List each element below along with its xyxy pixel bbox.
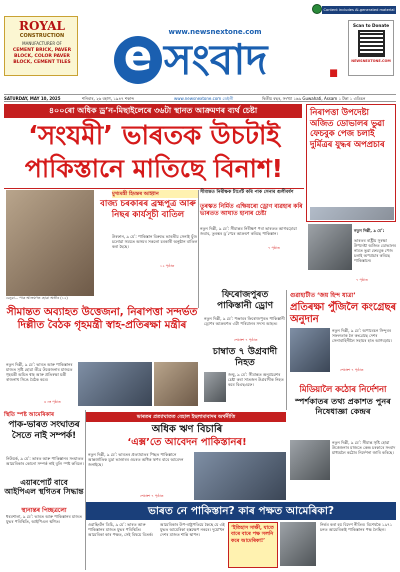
seal-icon (312, 4, 322, 14)
imf-more[interactable]: শেষাংশ ৭ পৃষ্ঠাত (140, 494, 164, 498)
dateline-place: দ্বিতীয় বছৰ, সংখ্যা ১৬৯ Guwahati, Assam ১ টকা ১ এডিচন (262, 96, 366, 101)
ai-disclaimer: Content includes AI-generated material (323, 8, 395, 12)
security-photo-2 (154, 362, 198, 406)
congress-kicker: গুৱাহাটীত ‘জয় হিন্দ যাত্ৰা’ (290, 292, 356, 299)
airport-headline[interactable]: এয়াৰপোৰ্ট বাবে আইপিএল স্থগিতৰ সিদ্ধান্ত (4, 478, 84, 497)
ad-sub: CONSTRUCTION (19, 33, 65, 39)
firozpur-body: নতুন দিল্লী, ৯ মে’: পঞ্জাবৰ ফিৰোজপুৰত পাকিস্তানী ড্ৰোণৰ আক্ৰমণত এটা পৰিয়ালৰ সদস্য আহত। (204, 316, 285, 326)
col3-photo (308, 224, 352, 270)
firozpur-more[interactable]: শেষাংশ ৭ পৃষ্ঠাত (234, 338, 258, 342)
ad-line1: MANUFACTURER OF (22, 41, 62, 46)
donate-label: Scan to Donate (352, 23, 390, 28)
photo-mourning (6, 190, 94, 296)
qr-code-icon[interactable] (358, 30, 385, 57)
lead-headline-line1[interactable]: ‘সংযমী’ ভাৰতক উচটাই (28, 121, 280, 151)
column-rule (198, 190, 199, 308)
bottom-col4: নিৰ্ভৰ কৰা হয় বিদেশ নীতিৰ। বিশেষকৈ ১৯৭১ চনত আমেৰিকাই পাকিস্তানৰ পক্ষ লৈছিল। (320, 522, 393, 532)
col2-head2[interactable]: তুৰস্কত নিৰ্মিত এক্ষিয়ৰো ড্ৰোণ ব্যৱহাৰ কৰি ভাৰতত আঘাত হানাৰ চেষ্টা (200, 203, 303, 218)
airport-subhead: স্থানান্তৰ পিচ্ছত্ৰলো (21, 507, 67, 514)
column-rule (286, 290, 287, 410)
ad-line2: CEMENT BRICK, PAVER BLOCK, COLOR PAVER BLOCK, CEMENT TILES (12, 48, 72, 65)
dateline-bar (4, 94, 396, 102)
airport-body: ধৰমশালা, ৯ মে’: ভাৰত আৰু পাকিস্তানৰ মাজত যুদ্ধৰ পৰিস্থিতি, আইপিএল স্থগিত। (6, 514, 82, 524)
website-url[interactable]: www.newsnextone.com (168, 28, 262, 36)
divider (4, 188, 304, 189)
col1-more[interactable]: ১২ পৃষ্ঠাত (160, 264, 175, 268)
us-body: নিউয়ৰ্ক, ৯ মে’: ভাৰত আৰু পাকিস্তানৰ সংঘাতত আমেৰিকাৰ কোনো সম্পৰ্ক নাই বুলি স্পষ্ট কৰিলে। (6, 456, 84, 466)
col2-more[interactable]: ৭ পৃষ্ঠাত (268, 246, 280, 250)
imf-body: নতুন দিল্লী, ৯ মে’: ভাৰতৰ প্ৰত্যাঘাতৰ পিছত পাকিস্তানে আন্তৰ্জাতিক মুদ্ৰা ভাণ্ডাৰৰ ওচৰত অধিক ঋণৰ বাবে আবেদন জনাইছে। (88, 452, 184, 467)
bottom-col1: ওৱাছিংটন ডিচি, ৯ মে’: ভাৰত আৰু পাকিস্তানৰ মাজত যুদ্ধৰ পৰিস্থিতি। আমেৰিকা কাৰ পক্ষত, সেই বিষয়ে বিতৰ্ক। (88, 522, 154, 537)
congress-headline[interactable]: প্ৰতিৰক্ষা পুঁজিলৈ কংগ্ৰেছৰ অনুদান (290, 302, 397, 325)
donate-url: NEWSNEXTONE.COM (351, 59, 391, 63)
date-english: SATURDAY, MAY 10, 2025 (4, 96, 61, 101)
col2-head1[interactable]: সীমান্তত নিৰীক্ষক টাৰ্গেট কৰি পাক সেনাৰ গুলীবৰ্ষণ (200, 190, 294, 195)
logo-letter: e (123, 31, 153, 80)
col3-body: ভাৰতৰ ৰাষ্ট্ৰীয় সুৰক্ষা উপদেষ্টা অজিত ডোভালৰ নামত ভুৱা ফেচবুক পেজ চলাই অপপ্ৰচাৰ কৰিছে পাকিস্তানে। (354, 238, 396, 263)
ad-brand: ROYAL (19, 19, 65, 33)
firozpur-headline[interactable]: ফিৰোজপুৰত পাকিস্তানী ড্ৰোণ (216, 290, 274, 311)
security-body: নতুন দিল্লী, ৯ মে’: ভাৰত আৰু পাকিস্তানৰ মাজত সৃষ্টি হোৱা তীব্ৰ উত্তেজনাৰ মাজতে গৃহমন্ত্ৰী অমিত শ্বাহ আৰু প্ৰতিৰক্ষা মন্ত্ৰী ৰাজনাথ সিঙে বৈঠক কৰে। (6, 362, 73, 382)
media-photo (290, 440, 330, 480)
media-headline-2[interactable]: স্পৰ্শকাতৰ তথ্য প্ৰকাশত পুনৰ নিষেধাজ্ঞা কেন্দ্ৰৰ (295, 396, 391, 417)
congress-more[interactable]: শেষাংশ ৭ পৃষ্ঠাত (340, 368, 364, 372)
us-headline[interactable]: পাক-ভাৰত সংঘাতৰ সৈতে নাই সম্পৰ্ক! (8, 420, 80, 441)
congress-photo (290, 328, 330, 372)
militants-headline[interactable]: চাম্বাত ৭ উগ্ৰবাদী নিহত (212, 346, 278, 368)
economy-strip[interactable]: ভাৰতৰ প্ৰত্যাঘাতত বেহাল ইছলামাবাদৰ অৰ্থনীতি (86, 412, 286, 422)
dateline-site: www.newsnextone.com ডেইলী (174, 96, 234, 101)
donate-box[interactable] (348, 20, 394, 76)
logo-wordmark: সংবাদ (164, 35, 268, 84)
bottom-quote: ‘ইতিহাস সাক্ষী, যাতে বাৰে বাৰে পক্ষ সলনি কৰে আমেৰিকা!’ (231, 525, 274, 544)
date-assamese: শনিবাৰ, ২৬ বহাগ, ১৯৪৭ শকাব্দ (82, 96, 134, 101)
militants-body: জম্মু, ৯ মে’: সীমান্তত অনুপ্ৰৱেশৰ চেষ্টা কৰা সাতজন উগ্ৰবাদীক নিহত কৰে বিএছএফে। (228, 372, 284, 387)
imf-headline-1[interactable]: অধিক ঋণ বিচাৰি (151, 424, 223, 435)
col3-more[interactable]: ৭ পৃষ্ঠাত (356, 278, 368, 282)
imf-photo (194, 452, 286, 500)
col2-body: নতুন দিল্লী, ৯ মে’: সীমান্তৰ নিৰীক্ষণ পৰা ভাৰতত আগবঢ়োৱা জবাব, তুৰস্কৰ ড্ৰ’ণেৰে আক্ৰমণ কৰিছে পাকিস্তান। (200, 226, 297, 236)
right-top-photo (310, 207, 394, 220)
security-more[interactable]: ৪ নং পৃষ্ঠাত (44, 400, 61, 404)
bottom-photo (280, 522, 316, 566)
bottom-col2: আমেৰিকাৰ উপ-ৰাষ্ট্ৰপতিয়ে কৈছে যে এই যুদ্ধত আমেৰিকা হস্তক্ষেপ নকৰে। দুয়োখন দেশৰ মাজত শান্তি স্থাপন। (160, 522, 225, 537)
militants-photo (204, 372, 226, 402)
imf-headline-2[interactable]: ‘এক্স’তে আবেদন পাকিস্তানৰ! (127, 437, 247, 448)
column-rule (85, 410, 86, 570)
advertisement-royal[interactable] (4, 16, 78, 76)
col1-kicker: মুখ্যমন্ত্ৰী হিমন্তৰ আহ্বান (112, 190, 198, 198)
congress-body: নতুন দিল্লী, ৯ মে’: অপাৰেচন সিন্দুৰৰ সফলতাক লৈ কংগ্ৰেছে দেশৰ সেনাবাহিনীলৈ সহায়ৰ হাত আগবঢ়ায়। (332, 328, 392, 343)
col1-body: উৰফান, ৯ মে’: পাকিস্তান বিৰুদ্ধে ভাৰতীয় সেনাই যুঁজ চলোৱা সময়ত অসমৰ সকলো চৰকাৰী অনুষ্ঠান বাতিল কৰা হৈছে। (112, 234, 198, 249)
bottom-quote-box (228, 522, 278, 568)
col3-dateline: নতুন দিল্লী, ৯ মে’: (354, 228, 385, 233)
top-banner[interactable]: ৪০০ৰো অধিক ড্ৰ’ন-মিছাইলেৰে ৩৬টা স্থানত আক্ৰমণৰ ব্যৰ্থ চেষ্টা (4, 104, 302, 118)
security-headline[interactable]: সীমান্তত অব্যাহত উত্তেজনা, নিৰাপত্তা সন্দৰ্ভত দিল্লীত বৈঠক গৃহমন্ত্ৰী স্বাহ-প্ৰতিৰক্ষা মন্ত্ৰীৰ (6, 306, 198, 331)
security-photo (78, 362, 152, 406)
lead-headline-line2[interactable]: পাকিস্তানে মাতিছে বিনাশ! (24, 154, 284, 183)
bottom-banner[interactable]: ভাৰত নে পাকিস্তান? কাৰ পক্ষত আমেৰিকা? (86, 502, 396, 520)
right-top-headline: নিৰাপত্তা উপদেষ্টা অজিত ডোভালৰ ভুৱা ফেচবুক পেজ চলাই দুৰ্মিত্ৰৰ যুদ্ধৰ অপপ্ৰচাৰ (310, 107, 385, 149)
right-top-story[interactable] (306, 104, 396, 222)
us-kicker: স্থিতি স্পষ্ট আমেৰিকাৰ (4, 412, 55, 418)
col1-headline[interactable]: বাজ্য চৰকাৰৰ ব্ৰহ্মপুত্ৰ আৰু নিছৰ কাৰ্যসূচী বাতিল (100, 199, 196, 220)
logo-dot: . (326, 41, 342, 87)
photo-caption: চেনুৱা... পাক আক্ৰমণত হোৱা অতীৰ (১২) (6, 296, 68, 300)
media-body: নতুন দিল্লী, ৯ মে’: সীমান্ত সৃষ্টি হোৱা উত্তেজনাৰ মাজতে কেন্দ্ৰ চৰকাৰে সংবাদ মাধ্যমলৈ কঠোৰ নিৰ্দেশনা জাৰি কৰিছে। (332, 440, 396, 455)
media-headline-1[interactable]: মিডিয়ালৈ কঠোৰ নিৰ্দেশনা (299, 384, 387, 394)
logo (112, 30, 342, 92)
